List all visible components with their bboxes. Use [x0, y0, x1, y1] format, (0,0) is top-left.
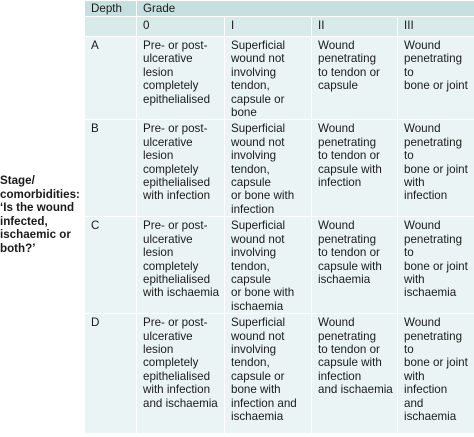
grade-header: Grade [137, 1, 474, 17]
stage-label: D [85, 314, 137, 434]
table-cell: Superficial wound not involving tendon, capsule or bone with infection [225, 120, 312, 217]
table-cell: Superficial wound not involving tendon, capsule or bone with infection and ischaemia [225, 314, 312, 434]
grade-0-header: 0 [137, 17, 225, 37]
grade-1-header: I [225, 17, 312, 37]
wound-classification-table [84, 0, 474, 434]
table-cell: Pre- or post- ulcerative lesion completely epithelialised with ischaemia [137, 217, 225, 314]
grade-subheader-row [85, 17, 474, 37]
table-cell: Pre- or post- ulcerative lesion completely epithelialised with infection and ischaemia [137, 314, 225, 434]
table-row [85, 314, 474, 434]
table-cell: Superficial wound not involving tendon, capsule or bone [225, 37, 312, 120]
table-row [85, 120, 474, 217]
table-cell: Wound penetrating to bone or joint [398, 37, 474, 120]
table-row [85, 37, 474, 120]
table-cell: Wound penetrating to tendon or capsule with infection and ischaemia [312, 314, 398, 434]
table-cell: Pre- or post- ulcerative lesion completely epithelialised with infection [137, 120, 225, 217]
table-cell: Wound penetrating to bone or joint with infection [398, 120, 474, 217]
table-row [85, 217, 474, 314]
stage-label: A [85, 37, 137, 120]
depth-header: Depth [85, 1, 137, 17]
table-cell: Wound penetrating to tendon or capsule with ischaemia [312, 217, 398, 314]
table-cell: Wound penetrating to tendon or capsule with infection [312, 120, 398, 217]
table-cell: Wound penetrating to bone or joint with ischaemia [398, 217, 474, 314]
table-cell: Wound penetrating to bone or joint with infection and ischaemia [398, 314, 474, 434]
grade-3-header: III [398, 17, 474, 37]
stage-label: C [85, 217, 137, 314]
stage-comorbidities-label: Stage/ comorbidities: ‘Is the wound infected, ischaemic or both?’ [0, 174, 80, 255]
grade-2-header: II [312, 17, 398, 37]
header-row [85, 1, 474, 17]
table-cell: Wound penetrating to tendon or capsule [312, 37, 398, 120]
table-cell: Superficial wound not involving tendon, capsule or bone with ischaemia [225, 217, 312, 314]
table-cell: Pre- or post- ulcerative lesion completely epithelialised [137, 37, 225, 120]
depth-subheader-empty [85, 17, 137, 37]
stage-label: B [85, 120, 137, 217]
